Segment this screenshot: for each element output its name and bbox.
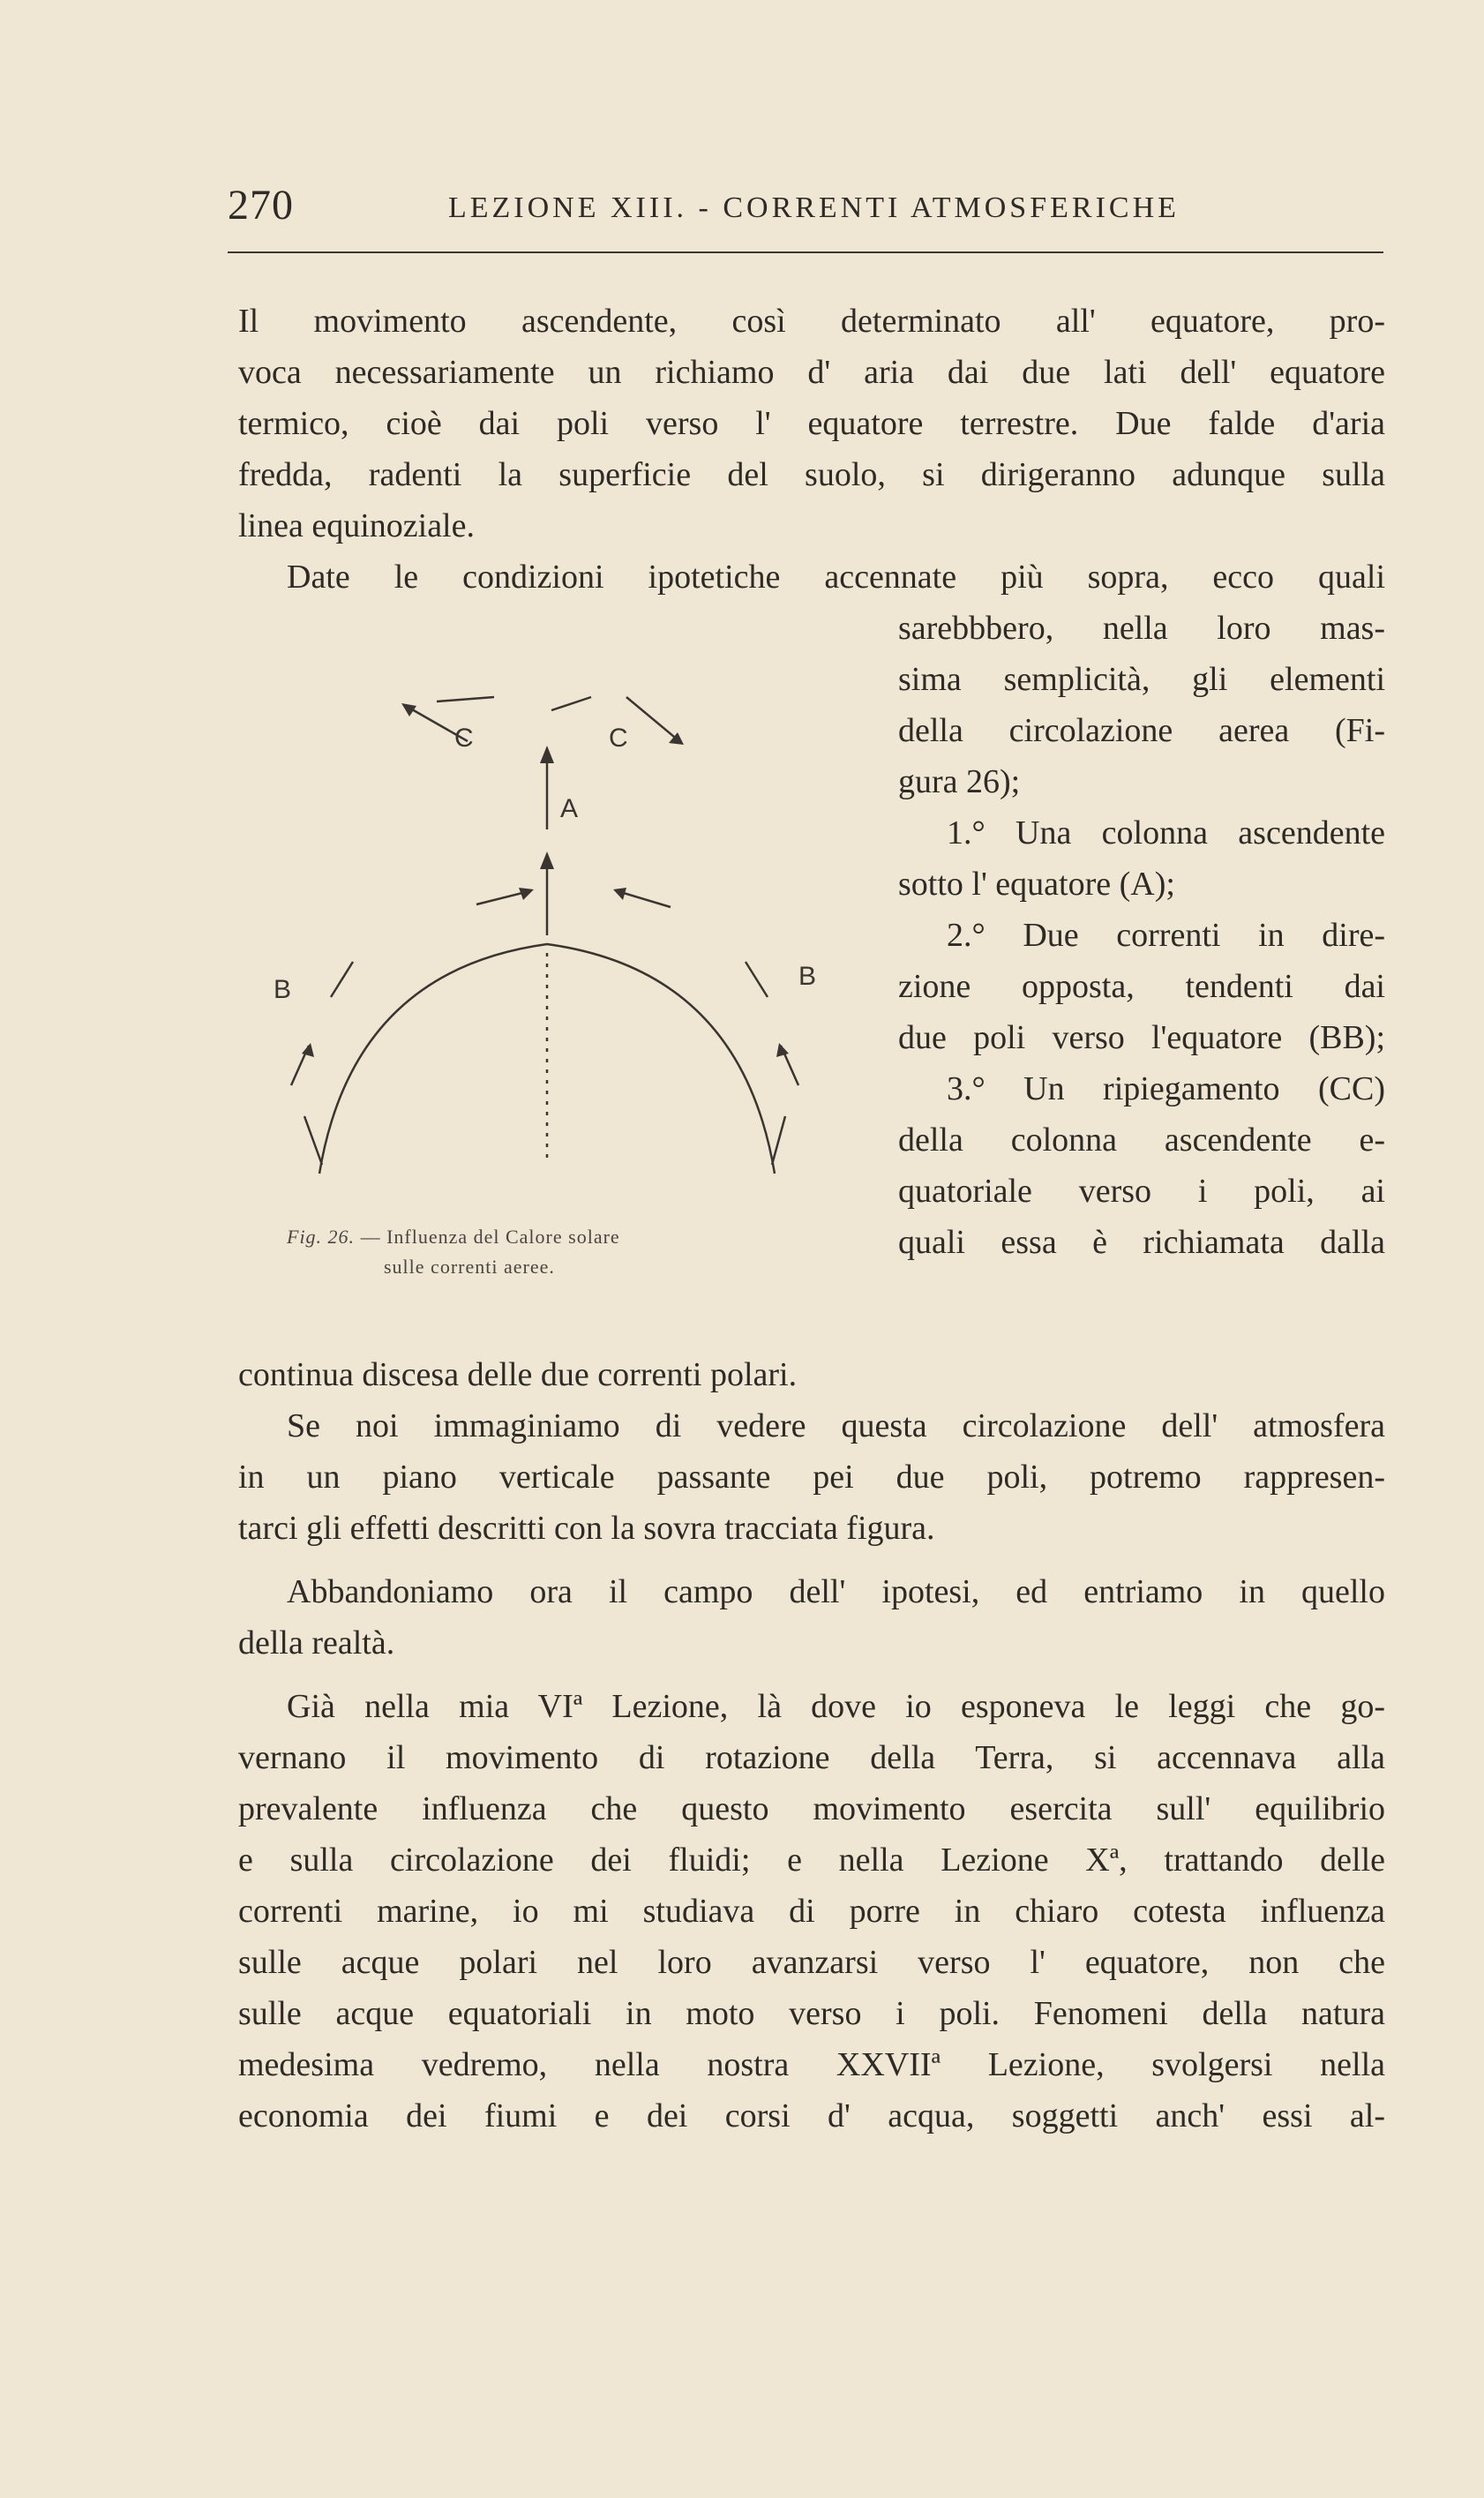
- label-c-left: C: [454, 724, 474, 753]
- paragraph-3: [238, 1400, 1385, 1554]
- text-line: Se noi immaginiamo di vedere questa circolazione dell' atmosfera: [287, 1407, 1385, 1444]
- text-line: voca necessariamente un richiamo d' aria dai due lati dell' equatore: [238, 354, 1385, 391]
- figure-26: [256, 679, 873, 1315]
- header-rule: [228, 251, 1383, 253]
- page-number: 270: [228, 182, 294, 229]
- label-b-left: B: [274, 975, 292, 1004]
- paragraph-5: [238, 1681, 1385, 2142]
- paragraph-1: [238, 296, 1385, 551]
- text-line: della realtà.: [238, 1624, 395, 1662]
- text-line: della colonna ascendente e-: [898, 1121, 1385, 1159]
- text-line: 3.° Un ripiegamento (CC): [947, 1070, 1385, 1107]
- paragraph-2-last-line: [238, 1349, 1385, 1400]
- circulation-diagram: [256, 679, 873, 1315]
- label-a: A: [560, 794, 579, 823]
- figure-side-column: [898, 603, 1385, 1268]
- text-line: linea equinoziale.: [238, 507, 475, 544]
- caption-line-2: sulle correnti aeree.: [384, 1256, 555, 1278]
- text-line: correnti marine, io mi studiava di porre in chiaro cotesta influenza: [238, 1893, 1385, 1930]
- text-line: Già nella mia VIª Lezione, là dove io esponeva le leggi che go-: [287, 1688, 1385, 1725]
- paragraph-2-first-line: [238, 551, 1385, 603]
- text-line: continua discesa delle due correnti polari.: [238, 1356, 798, 1393]
- text-line: sotto l' equatore (A);: [898, 866, 1175, 903]
- text-line: fredda, radenti la superficie del suolo, si dirigeranno adunque sulla: [238, 456, 1385, 493]
- figure-caption: [287, 1222, 640, 1282]
- text-line: zione opposta, tendenti dai: [898, 968, 1385, 1005]
- text-line: in un piano verticale passante pei due poli, potremo rappresen-: [238, 1459, 1385, 1496]
- text-line: e sulla circolazione dei fluidi; e nella Lezione Xª, trattando delle: [238, 1842, 1385, 1879]
- text-line: medesima vedremo, nella nostra XXVIIª Lezione, svolgersi nella: [238, 2046, 1385, 2083]
- text-line: 2.° Due correnti in dire-: [947, 917, 1385, 954]
- label-c-right: C: [609, 724, 628, 753]
- text-line: quatoriale verso i poli, ai: [898, 1173, 1385, 1210]
- text-line: sulle acque equatoriali in moto verso i poli. Fenomeni della natura: [238, 1995, 1385, 2032]
- running-head: LEZIONE XIII. - CORRENTI ATMOSFERICHE: [448, 191, 1180, 224]
- text-line: prevalente influenza che questo movimento esercita sull' equilibrio: [238, 1790, 1385, 1827]
- text-line: Il movimento ascendente, così determinato all' equatore, pro-: [238, 303, 1385, 340]
- caption-title: — Influenza del Calore solare: [360, 1226, 620, 1248]
- text-line: gura 26);: [898, 763, 1021, 800]
- arrow-head: [540, 851, 554, 869]
- text-line: sulle acque polari nel loro avanzarsi verso l' equatore, non che: [238, 1944, 1385, 1981]
- text-line: sarebbbero, nella loro mas-: [898, 610, 1385, 647]
- text-line: tarci gli effetti descritti con la sovra tracciata figura.: [238, 1510, 935, 1547]
- label-b-right: B: [798, 962, 817, 991]
- text-line: vernano il movimento di rotazione della Terra, si accennava alla: [238, 1739, 1385, 1776]
- paragraph-4: [238, 1566, 1385, 1669]
- page-header: [228, 181, 1383, 234]
- text-line: quali essa è richiamata dalla: [898, 1224, 1385, 1261]
- text-line: due poli verso l'equatore (BB);: [898, 1019, 1385, 1056]
- text-line: termico, cioè dai poli verso l' equatore terrestre. Due falde d'aria: [238, 405, 1385, 442]
- text-line: 1.° Una colonna ascendente: [947, 814, 1385, 851]
- caption-figure-number: Fig. 26.: [287, 1226, 356, 1248]
- text-line: della circolazione aerea (Fi-: [898, 712, 1385, 749]
- text-line: Date le condizioni ipotetiche accennate più sopra, ecco quali: [287, 559, 1385, 596]
- text-line: economia dei fiumi e dei corsi d' acqua, soggetti anch' essi al-: [238, 2097, 1385, 2134]
- arrow-head: [540, 746, 554, 763]
- text-line: Abbandoniamo ora il campo dell' ipotesi, ed entriamo in quello: [287, 1573, 1385, 1610]
- text-line: sima semplicità, gli elementi: [898, 661, 1385, 698]
